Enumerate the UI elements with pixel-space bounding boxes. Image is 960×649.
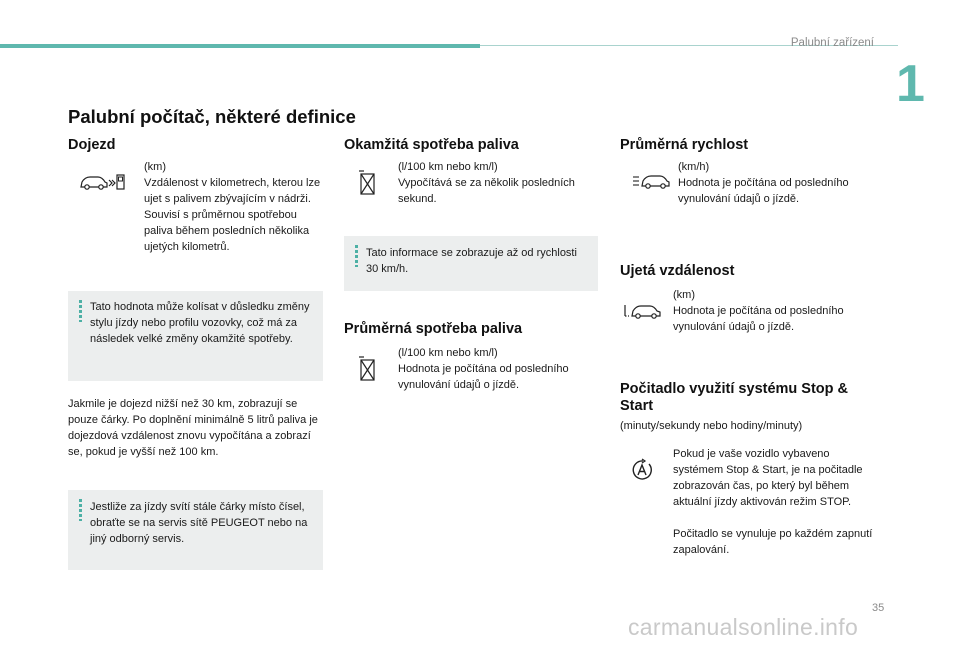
stop-start-icon: [630, 458, 654, 482]
range-body-text: Jakmile je dojezd nižší než 30 km, zobrazují se pouze čárky. Po doplnění minimálně 5 litrů paliva je dojezdová vzdálenost znovu vypočítána a zobrazí se, pokud je vyšší než 100 km.: [68, 398, 318, 458]
car-distance-icon: [622, 302, 664, 320]
instant-consumption-heading: Okamžitá spotřeba paliva: [344, 137, 519, 153]
page-number: 35: [872, 602, 885, 614]
instant-consumption-text: Vypočítává se za několik posledních sekund.: [398, 177, 575, 205]
service-note-text: Jestliže za jízdy svítí stále čárky místo čísel, obraťte se na servis sítě PEUGEOT nebo na jiný odborný servis.: [90, 501, 308, 545]
running-header: Palubní zařízení: [790, 37, 874, 49]
range-note-box: [68, 291, 323, 381]
speed-note-text: Tato informace se zobrazuje až od rychlosti 30 km/h.: [366, 247, 577, 275]
fuel-pump-icon: [358, 356, 378, 382]
note-marker: [79, 300, 82, 322]
range-heading: Dojezd: [68, 137, 116, 153]
note-marker: [79, 499, 82, 521]
average-consumption-unit: (l/100 km nebo km/l): [398, 347, 498, 359]
range-unit: (km): [144, 161, 166, 173]
chapter-number: 1: [896, 55, 925, 113]
service-note-box: [68, 490, 323, 570]
distance-unit: (km): [673, 289, 695, 301]
stop-start-heading: Počitadlo využití systému Stop & Start: [620, 381, 849, 414]
average-consumption-text: Hodnota je počítána od posledního vynulování údajů o jízdě.: [398, 363, 569, 391]
car-speed-icon: [632, 172, 672, 190]
range-note-text: Tato hodnota může kolísat v důsledku změny stylu jízdy nebo profilu vozovky, což má za následek velké změny okamžité spotřeby.: [90, 301, 310, 345]
instant-consumption-unit: (l/100 km nebo km/l): [398, 161, 498, 173]
page-title: Palubní počítač, některé definice: [68, 106, 356, 127]
average-speed-heading: Průměrná rychlost: [620, 137, 749, 153]
stop-start-text: Pokud je vaše vozidlo vybaveno systémem Stop & Start, je na počitadle zobrazován čas, po který byl během aktuální jízdy aktivován režim STOP.: [673, 448, 863, 508]
note-marker: [355, 245, 358, 267]
distance-text: Hodnota je počítána od posledního vynulování údajů o jízdě.: [673, 305, 844, 333]
stop-start-subtitle: (minuty/sekundy nebo hodiny/minuty): [620, 420, 803, 432]
fuel-pump-icon: [358, 170, 378, 196]
car-range-icon: [78, 172, 128, 192]
range-description: Vzdálenost v kilometrech, kterou lze ujet s palivem zbývajícím v nádrži. Souvisí s průměrnou spotřebou paliva během posledních několika ujetých kilometrů.: [144, 177, 321, 253]
distance-heading: Ujetá vzdálenost: [620, 263, 735, 279]
header-accent-bar: [0, 44, 480, 48]
average-speed-unit: (km/h): [678, 161, 710, 173]
speed-note-box: [344, 236, 598, 291]
stop-start-reset-text: Počitadlo se vynuluje po každém zapnutí zapalování.: [673, 528, 873, 556]
average-speed-text: Hodnota je počítána od posledního vynulování údajů o jízdě.: [678, 177, 849, 205]
watermark: carmanualsonline.info: [628, 614, 859, 640]
average-consumption-heading: Průměrná spotřeba paliva: [344, 321, 523, 337]
